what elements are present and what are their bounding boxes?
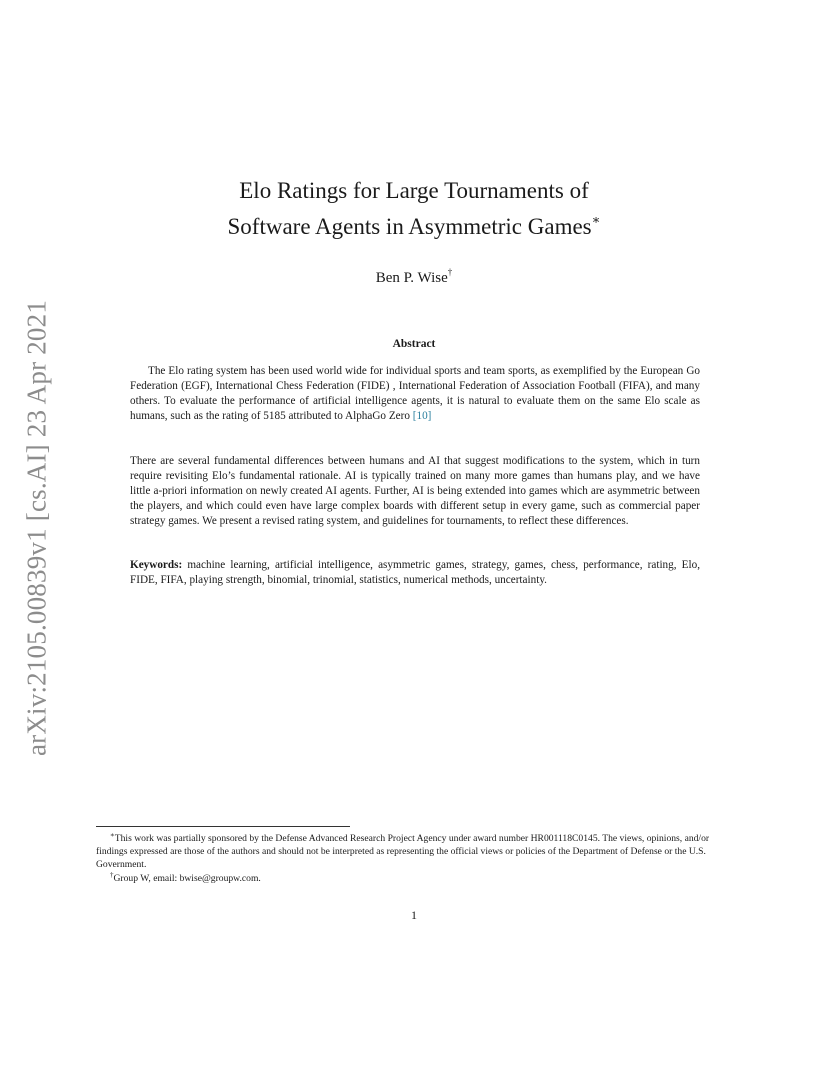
paper-title xyxy=(0,176,828,241)
author-block xyxy=(0,262,828,288)
abstract-heading: Abstract xyxy=(392,338,436,350)
arxiv-identifier-stamp: arXiv:2105.00839v1 [cs.AI] 23 Apr 2021 xyxy=(21,299,52,757)
footnote-1-marker: ∗ xyxy=(110,831,115,839)
page-number: 1 xyxy=(411,908,417,922)
footnote-2-text: Group W, email: bwise@groupw.com. xyxy=(113,873,261,884)
keywords-label: Keywords: xyxy=(130,559,183,571)
footnote-2 xyxy=(96,869,736,885)
citation-link[interactable]: [10] xyxy=(412,410,432,422)
title-footnote-marker: ∗ xyxy=(591,212,601,227)
keywords-list: machine learning, artificial intelligence, asymmetric games, strategy, games, chess, performance, rating, Elo, FIDE, FIFA, playing strength, binomial, trinomial, statistics, numerical methods, uncertainty. xyxy=(130,559,701,586)
author-name: Ben P. Wise xyxy=(375,270,448,286)
footnote-2-marker: † xyxy=(110,871,114,879)
author-footnote-marker: † xyxy=(447,267,453,277)
footnote-divider xyxy=(96,826,350,827)
keywords-paragraph xyxy=(130,558,700,588)
abstract-paragraph-2: There are several fundamental differences between humans and AI that suggest modifications to the system, which in turn require revisiting Elo’s fundamental rationale. AI is typically trained on many more games than humans play, and we have little a-priori information on newly created AI agents. Further, AI is being extended into games which are asymmetric between the players, and which could even have large complex boards with different setup in every game, such as commercial paper strategy games. We present a revised rating system, and guidelines for tournaments, to reflect these differences. xyxy=(130,455,700,527)
abstract-paragraph-1-text: The Elo rating system has been used world wide for individual sports and team sports, as exemplified by the European Go Federation (EGF), International Chess Federation (FIDE) , International Federation of Association Football (FIFA), and many others. To evaluate the performance of artificial intelligence agents, it is natural to evaluate them on the same Elo scale as humans, such as the rating of 5185 attributed to AlphaGo Zero xyxy=(130,365,700,422)
abstract-paragraph-1 xyxy=(130,364,700,424)
title-line-1: Elo Ratings for Large Tournaments of xyxy=(239,178,589,203)
footnote-1-text: This work was partially sponsored by the Defense Advanced Research Project Agency under award number HR001118C0145. The views, opinions, and/or findings expressed are those of the authors and should not be interpreted as representing the official views or policies of the Department of Defense or the U.S. Government. xyxy=(96,833,710,871)
title-line-2 xyxy=(0,205,828,241)
footnote-1 xyxy=(96,829,736,872)
title-line-2-text: Software Agents in Asymmetric Games xyxy=(227,214,592,239)
